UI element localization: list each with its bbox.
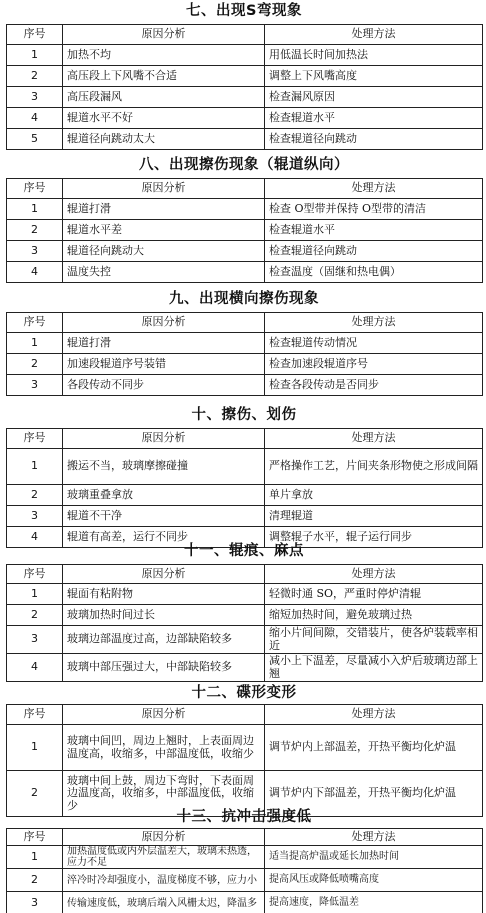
row-no: 1	[7, 45, 63, 66]
row-cause: 高压段上下风嘴不合适	[63, 66, 265, 87]
header-no: 序号	[7, 565, 63, 584]
row-method: 调整上下风嘴高度	[265, 66, 483, 87]
table-header-row	[7, 565, 483, 584]
row-method: 适当提高炉温或延长加热时间	[265, 846, 483, 869]
row-method: 调节炉内下部温差，开热平衡均化炉温	[265, 771, 483, 817]
row-no: 4	[7, 527, 63, 548]
table-row	[7, 654, 483, 682]
section-title: 八、出现擦伤现象（辊道纵向）	[139, 157, 349, 173]
row-no: 2	[7, 220, 63, 241]
table-header-row	[7, 705, 483, 725]
section-table	[6, 312, 483, 396]
header-cause: 原因分析	[63, 25, 265, 45]
row-cause: 玻璃边部温度过高，边部缺陷较多	[63, 626, 265, 654]
row-no: 3	[7, 241, 63, 262]
row-method: 严格操作工艺，片间夹条形物使之形成间隔	[265, 449, 483, 485]
row-cause: 搬运不当，玻璃摩擦碰撞	[63, 449, 265, 485]
table-row	[7, 66, 483, 87]
row-no: 1	[7, 449, 63, 485]
section-table	[6, 24, 483, 150]
row-cause: 玻璃中间凹，周边上翘时，上表面周边温度高，收缩多，中部温度低，收缩少	[63, 725, 265, 771]
row-no: 4	[7, 262, 63, 283]
row-cause: 温度失控	[63, 262, 265, 283]
table-row	[7, 485, 483, 506]
section-table	[6, 828, 483, 913]
table-header-row	[7, 25, 483, 45]
row-method: 用低温长时间加热法	[265, 45, 483, 66]
table-row	[7, 354, 483, 375]
row-cause: 玻璃加热时间过长	[63, 605, 265, 626]
header-method: 处理方法	[265, 25, 483, 45]
row-method: 检查各段传动是否同步	[265, 375, 483, 396]
header-method: 处理方法	[265, 565, 483, 584]
table-row	[7, 375, 483, 396]
row-no: 4	[7, 654, 63, 682]
row-cause: 辊道径向跳动太大	[63, 129, 265, 150]
row-cause: 辊道径向跳动大	[63, 241, 265, 262]
header-method: 处理方法	[265, 313, 483, 333]
table-row	[7, 262, 483, 283]
header-no: 序号	[7, 179, 63, 199]
header-cause: 原因分析	[63, 179, 265, 199]
section-title: 十一、辊痕、麻点	[184, 543, 304, 559]
header-no: 序号	[7, 829, 63, 846]
row-method: 减小上下温差，尽量减小入炉后玻璃边部上翘	[265, 654, 483, 682]
table-header-row	[7, 429, 483, 449]
row-cause: 辊道打滑	[63, 333, 265, 354]
table-row	[7, 108, 483, 129]
row-no: 1	[7, 846, 63, 869]
section-table	[6, 178, 483, 283]
row-cause: 玻璃重叠拿放	[63, 485, 265, 506]
table-row	[7, 626, 483, 654]
row-method: 单片拿放	[265, 485, 483, 506]
table-row	[7, 241, 483, 262]
section-table	[6, 428, 483, 548]
row-no: 3	[7, 506, 63, 527]
row-cause: 加热不均	[63, 45, 265, 66]
header-no: 序号	[7, 705, 63, 725]
row-method: 缩短加热时间，避免玻璃过热	[265, 605, 483, 626]
row-no: 2	[7, 771, 63, 817]
header-cause: 原因分析	[63, 705, 265, 725]
row-method: 轻微时通 SO，严重时停炉清辊	[265, 584, 483, 605]
header-method: 处理方法	[265, 705, 483, 725]
row-method: 清理辊道	[265, 506, 483, 527]
header-cause: 原因分析	[63, 429, 265, 449]
header-method: 处理方法	[265, 429, 483, 449]
row-method: 检查辊道径向跳动	[265, 241, 483, 262]
header-no: 序号	[7, 25, 63, 45]
row-cause: 高压段漏风	[63, 87, 265, 108]
row-no: 3	[7, 375, 63, 396]
table-header-row	[7, 179, 483, 199]
header-cause: 原因分析	[63, 565, 265, 584]
row-cause: 加热温度低或内外层温差大，玻璃未热透，应力不足	[63, 846, 265, 869]
row-no: 1	[7, 584, 63, 605]
table-row	[7, 449, 483, 485]
row-cause: 玻璃中间上鼓，周边下弯时，下表面周边温度高，收缩多，中部温度低，收缩少	[63, 771, 265, 817]
row-method: 检查辊道水平	[265, 108, 483, 129]
row-method: 检查加速段辊道序号	[265, 354, 483, 375]
section-title: 十、擦伤、划伤	[191, 407, 297, 423]
header-cause: 原因分析	[63, 829, 265, 846]
row-no: 3	[7, 87, 63, 108]
header-method: 处理方法	[265, 829, 483, 846]
table-row	[7, 605, 483, 626]
row-no: 2	[7, 66, 63, 87]
row-no: 3	[7, 892, 63, 913]
row-cause: 各段传动不同步	[63, 375, 265, 396]
row-no: 1	[7, 333, 63, 354]
row-cause: 辊面有粘附物	[63, 584, 265, 605]
row-method: 检查温度（固继和热电偶）	[265, 262, 483, 283]
table-row	[7, 220, 483, 241]
table-header-row	[7, 313, 483, 333]
table-row	[7, 45, 483, 66]
section-title: 十三、抗冲击强度低	[176, 809, 312, 825]
header-no: 序号	[7, 429, 63, 449]
row-method: 调节炉内上部温差，开热平衡均化炉温	[265, 725, 483, 771]
row-cause: 辊道有高差，运行不同步	[63, 527, 265, 548]
row-method: 检查辊道水平	[265, 220, 483, 241]
row-cause: 辊道打滑	[63, 199, 265, 220]
row-method: 检查辊道径向跳动	[265, 129, 483, 150]
section-table	[6, 704, 483, 817]
row-no: 2	[7, 485, 63, 506]
row-method: 缩小片间间隙，交错装片，使各炉装载率相近	[265, 626, 483, 654]
table-row	[7, 87, 483, 108]
row-no: 2	[7, 869, 63, 892]
section-title: 七、出现S弯现象	[186, 3, 302, 19]
header-cause: 原因分析	[63, 313, 265, 333]
table-row	[7, 129, 483, 150]
row-method: 调整辊子水平，辊子运行同步	[265, 527, 483, 548]
row-cause: 玻璃中部压强过大，中部缺陷较多	[63, 654, 265, 682]
section-table	[6, 564, 483, 682]
section-title: 十二、碟形变形	[191, 685, 297, 701]
row-no: 5	[7, 129, 63, 150]
row-method: 检查辊道传动情况	[265, 333, 483, 354]
table-row	[7, 892, 483, 913]
row-no: 3	[7, 626, 63, 654]
row-method: 检查 O型带并保持 O型带的清洁	[265, 199, 483, 220]
row-no: 1	[7, 725, 63, 771]
header-no: 序号	[7, 313, 63, 333]
row-cause: 辊道水平差	[63, 220, 265, 241]
table-row	[7, 869, 483, 892]
section-title: 九、出现横向擦伤现象	[169, 291, 319, 307]
table-row	[7, 506, 483, 527]
row-no: 4	[7, 108, 63, 129]
row-method: 提高速度，降低温差	[265, 892, 483, 913]
row-cause: 传输速度低，玻璃后端入风栅太迟，降温多	[63, 892, 265, 913]
row-no: 2	[7, 605, 63, 626]
table-row	[7, 846, 483, 869]
table-row	[7, 333, 483, 354]
row-cause: 淬冷时冷却强度小，温度梯度不够，应力小	[63, 869, 265, 892]
row-cause: 辊道不干净	[63, 506, 265, 527]
row-no: 2	[7, 354, 63, 375]
row-cause: 辊道水平不好	[63, 108, 265, 129]
table-row	[7, 199, 483, 220]
row-cause: 加速段辊道序号装错	[63, 354, 265, 375]
row-method: 检查漏风原因	[265, 87, 483, 108]
table-row	[7, 584, 483, 605]
row-no: 1	[7, 199, 63, 220]
header-method: 处理方法	[265, 179, 483, 199]
row-method: 提高风压或降低喷嘴高度	[265, 869, 483, 892]
table-header-row	[7, 829, 483, 846]
table-row	[7, 725, 483, 771]
